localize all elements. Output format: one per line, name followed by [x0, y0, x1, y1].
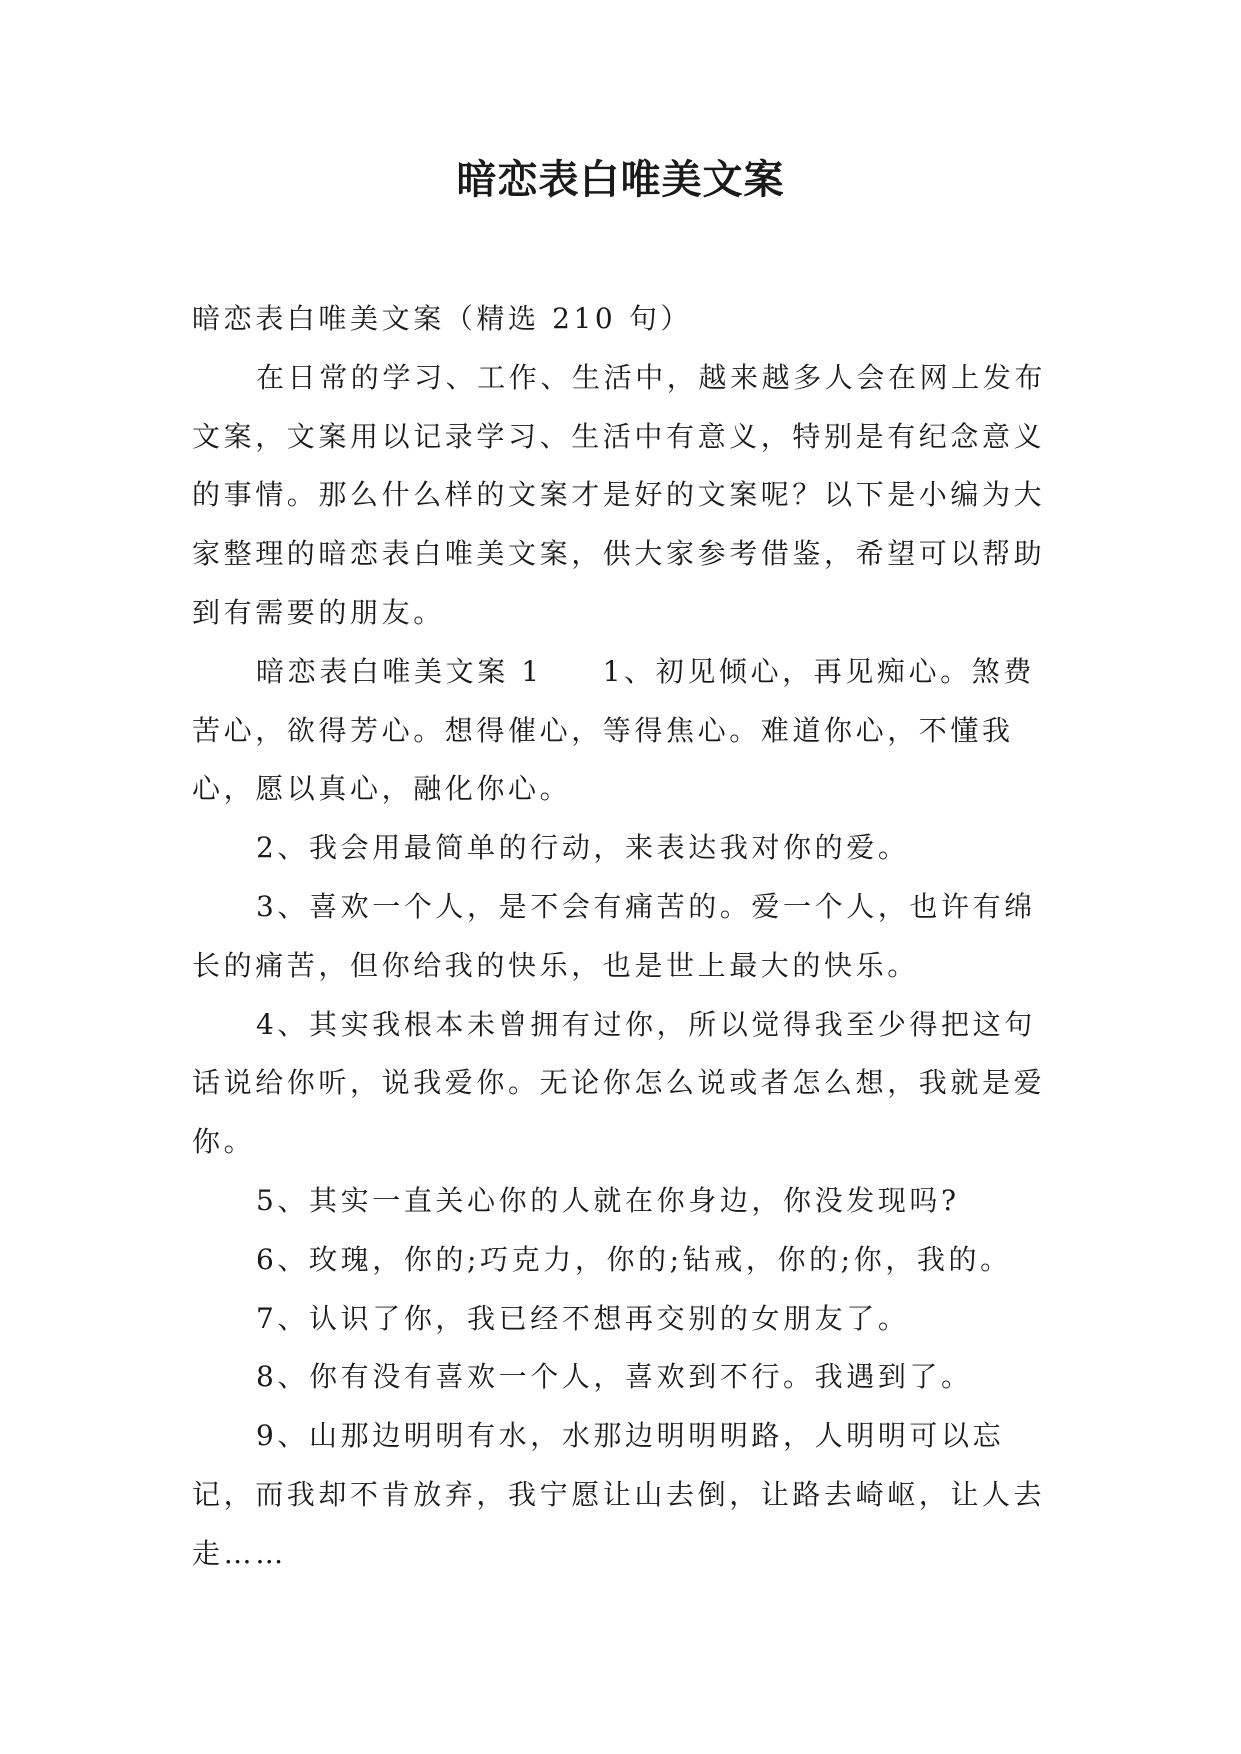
section-first-paragraph — [192, 643, 1052, 819]
list-item: 7、认识了你，我已经不想再交别的女朋友了。 — [256, 1301, 910, 1335]
list-item: 1、初见倾心，再见痴心。煞费苦心，欲得芳心。想得催心，等得焦心。难道你心，不懂我心，愿以真心，融化你心。 — [192, 654, 1035, 806]
list-item: 6、玫瑰，你的;巧克力，你的;钻戒，你的;你，我的。 — [256, 1242, 1012, 1276]
list-item: 2、我会用最简单的行动，来表达我对你的爱。 — [256, 831, 910, 865]
document-title: 暗恋表白唯美文案 — [456, 157, 785, 203]
document-body — [192, 290, 1052, 1584]
list-item: 3、喜欢一个人，是不会有痛苦的。爱一个人，也许有绵长的痛苦，但你给我的快乐，也是世上最大的快乐。 — [192, 889, 1036, 982]
list-item: 9、山那边明明有水，水那边明明明路，人明明可以忘记，而我却不肯放弃，我宁愿让山去倒，让路去崎岖，让人去走…… — [192, 1419, 1046, 1570]
document-subtitle: 暗恋表白唯美文案（精选 210 句） — [192, 302, 693, 335]
list-item: 8、你有没有喜欢一个人，喜欢到不行。我遇到了。 — [256, 1360, 973, 1394]
section-heading: 暗恋表白唯美文案 1 — [256, 654, 543, 688]
list-item: 5、其实一直关心你的人就在你身边，你没发现吗? — [256, 1183, 960, 1217]
list-item: 4、其实我根本未曾拥有过你，所以觉得我至少得把这句话说给你听，说我爱你。无论你怎么说或者怎么想，我就是爱你。 — [192, 1007, 1046, 1159]
intro-paragraph: 在日常的学习、工作、生活中，越来越多人会在网上发布文案，文案用以记录学习、生活中有意义，特别是有纪念意义的事情。那么什么样的文案才是好的文案呢？以下是小编为大家整理的暗恋表白唯美文案，供大家参考借鉴，希望可以帮助到有需要的朋友。 — [192, 360, 1047, 629]
